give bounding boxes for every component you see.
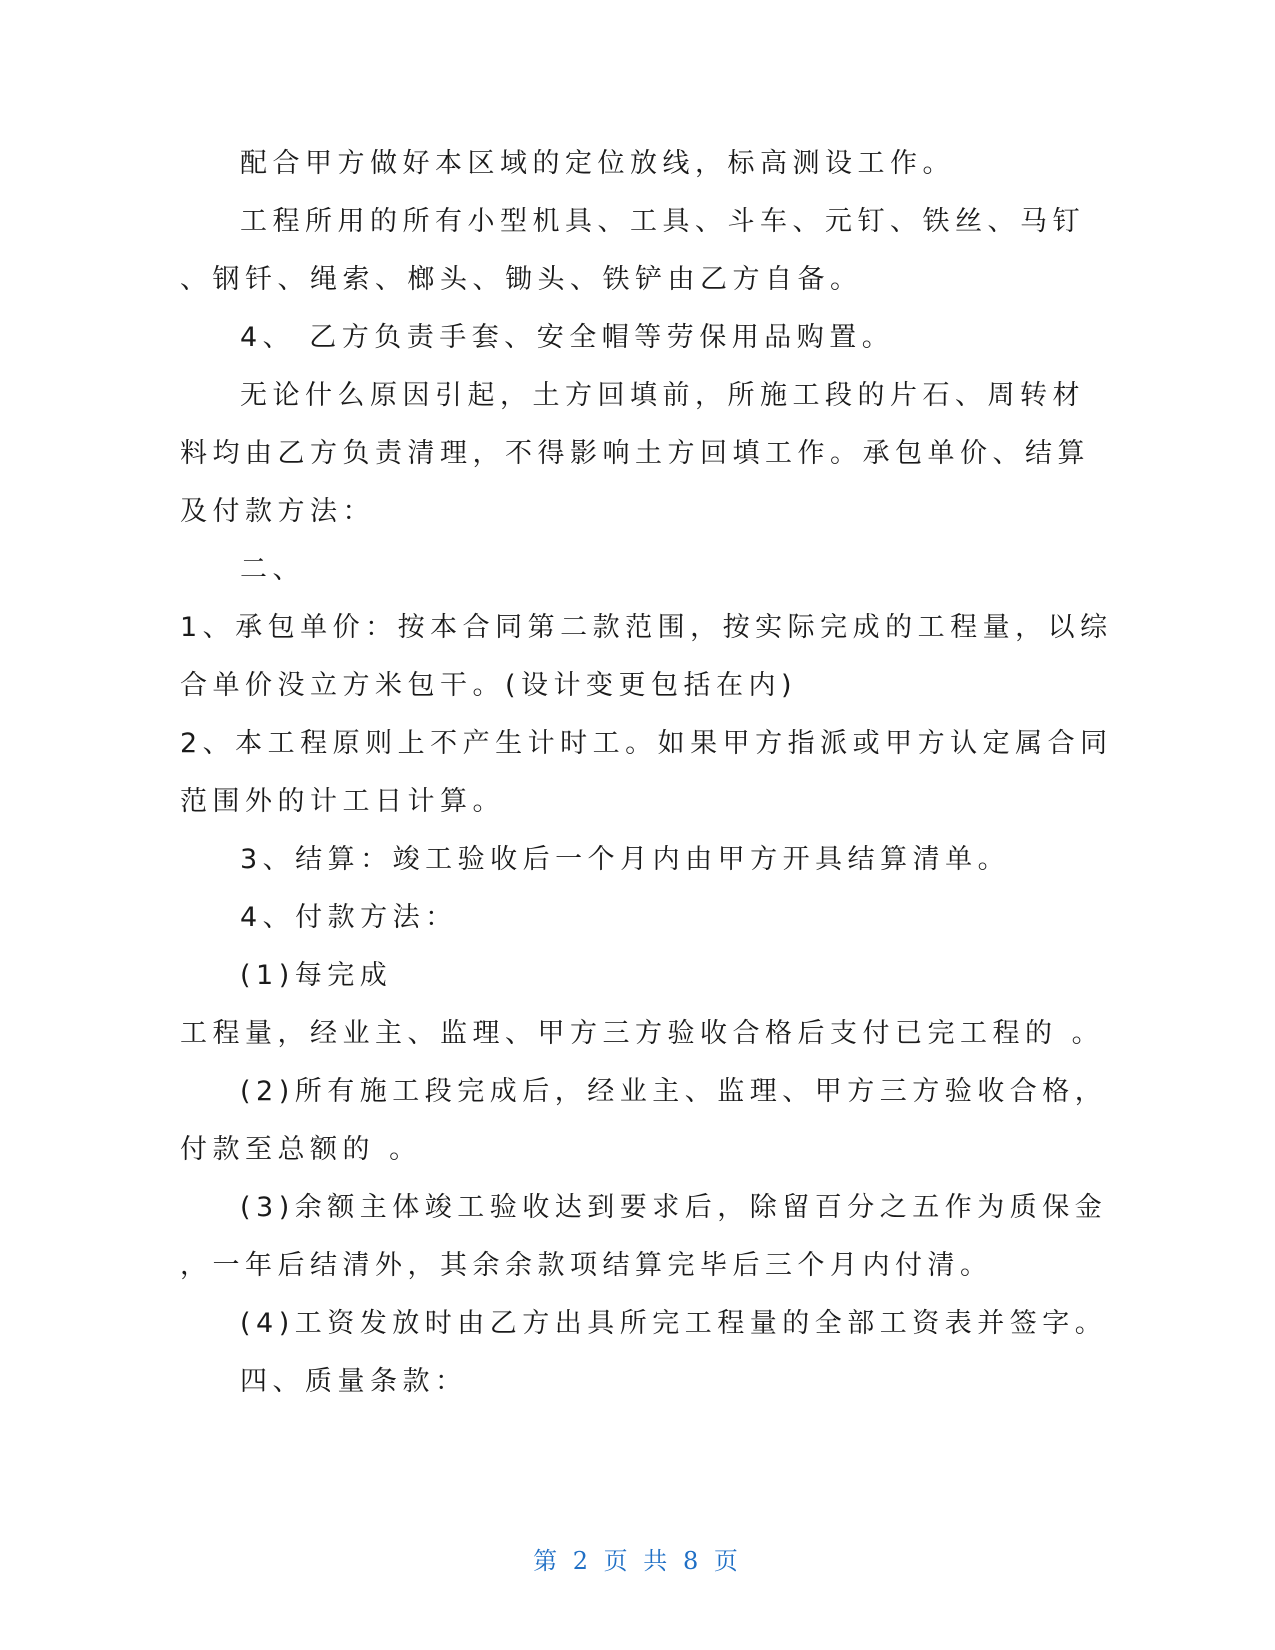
paragraph-line: 配合甲方做好本区域的定位放线，标高测设工作。 (240, 148, 955, 179)
paragraph-line: 工程所用的所有小型机具、工具、斗车、元钉、铁丝、马钉 (240, 206, 1085, 237)
paragraph-line: 2、本工程原则上不产生计时工。如果甲方指派或甲方认定属合同 (180, 728, 1113, 759)
paragraph-line: 、钢钎、绳索、榔头、锄头、铁铲由乙方自备。 (180, 264, 863, 295)
page-number-footer: 第 2 页 共 8 页 (533, 1547, 742, 1575)
paragraph-line: 无论什么原因引起，土方回填前，所施工段的片石、周转材 (240, 380, 1085, 411)
paragraph-line: (3)余额主体竣工验收达到要求后，除留百分之五作为质保金 (240, 1192, 1108, 1223)
paragraph-line: (4)工资发放时由乙方出具所完工程量的全部工资表并签字。 (240, 1308, 1108, 1339)
paragraph-line: ，一年后结清外，其余余款项结算完毕后三个月内付清。 (180, 1250, 993, 1281)
paragraph-line: (2)所有施工段完成后，经业主、监理、甲方三方验收合格， (240, 1076, 1108, 1107)
paragraph-line: 范围外的计工日计算。 (180, 786, 505, 817)
paragraph-line: 料均由乙方负责清理，不得影响土方回填工作。承包单价、结算 (180, 438, 1090, 469)
paragraph-line: 付款至总额的 。 (180, 1134, 422, 1165)
paragraph-line: 4、付款方法： (240, 902, 458, 933)
section-heading: 二、 (240, 554, 305, 585)
paragraph-line: 4、 乙方负责手套、安全帽等劳保用品购置。 (240, 322, 895, 353)
paragraph-line: 3、结算：竣工验收后一个月内由甲方开具结算清单。 (240, 844, 1011, 875)
paragraph-line: 合单价没立方米包干。(设计变更包括在内) (180, 670, 798, 701)
paragraph-line: 工程量，经业主、监理、甲方三方验收合格后支付已完工程的 。 (180, 1018, 1105, 1049)
paragraph-line: 及付款方法： (180, 496, 375, 527)
paragraph-line: 1、承包单价：按本合同第二款范围，按实际完成的工程量，以综 (180, 612, 1113, 643)
section-heading: 四、质量条款： (240, 1366, 468, 1397)
paragraph-line: (1)每完成 (240, 960, 393, 991)
